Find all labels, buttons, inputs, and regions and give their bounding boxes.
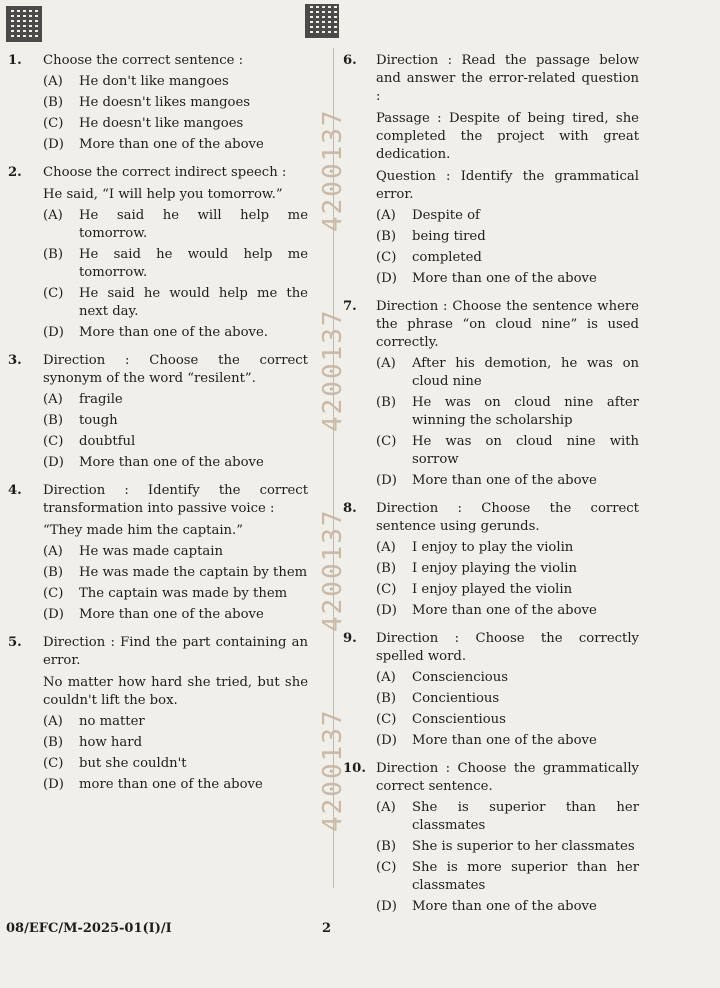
option-text: He don't like mangoes bbox=[79, 74, 229, 89]
question bbox=[343, 298, 639, 490]
option-label: (D) bbox=[376, 603, 397, 618]
paper-code: 08/EFC/M-2025-01(I)/I bbox=[6, 921, 172, 936]
option-text: Despite of bbox=[412, 208, 480, 223]
option-text: More than one of the above bbox=[412, 271, 597, 286]
question-passage: He said, “I will help you tomorrow.” bbox=[43, 187, 283, 202]
option-label: (A) bbox=[43, 392, 63, 407]
question-stem: Direction : Choose the sentence where the phrase “on cloud nine” is used correctly. bbox=[376, 299, 639, 350]
answer-option bbox=[376, 690, 639, 708]
question bbox=[8, 482, 308, 624]
option-text: He doesn't likes mangoes bbox=[79, 95, 251, 110]
option-text: After his demotion, he was on cloud nine bbox=[412, 356, 639, 389]
answer-option bbox=[43, 734, 308, 752]
answer-option bbox=[43, 136, 308, 154]
option-label: (C) bbox=[376, 860, 397, 875]
answer-option bbox=[376, 355, 639, 391]
option-text: More than one of the above bbox=[79, 137, 264, 152]
watermark: 4200137 bbox=[318, 108, 348, 232]
option-label: (D) bbox=[43, 455, 64, 470]
answer-option bbox=[43, 207, 308, 243]
qr-code-icon bbox=[6, 6, 42, 42]
option-label: (C) bbox=[376, 582, 397, 597]
option-label: (A) bbox=[43, 714, 63, 729]
question-number: 2. bbox=[8, 165, 22, 180]
answer-option bbox=[376, 898, 639, 916]
option-label: (D) bbox=[43, 777, 64, 792]
answer-option bbox=[376, 433, 639, 469]
answer-option bbox=[43, 73, 308, 91]
option-text: I enjoy played the violin bbox=[412, 582, 573, 597]
left-column bbox=[8, 52, 308, 804]
answer-option bbox=[43, 585, 308, 603]
question-body bbox=[376, 500, 639, 620]
option-label: (B) bbox=[43, 565, 63, 580]
answer-option bbox=[43, 606, 308, 624]
option-label: (D) bbox=[376, 473, 397, 488]
option-text: doubtful bbox=[79, 434, 136, 449]
option-text: He said he will help me tomorrow. bbox=[79, 208, 308, 241]
question-passage: “They made him the captain.” bbox=[43, 523, 243, 538]
option-text: He was made captain bbox=[79, 544, 223, 559]
option-label: (D) bbox=[376, 271, 397, 286]
option-text: how hard bbox=[79, 735, 143, 750]
question bbox=[343, 760, 639, 916]
option-text: More than one of the above bbox=[412, 733, 597, 748]
option-label: (C) bbox=[43, 286, 64, 301]
option-text: He said he would help me tomorrow. bbox=[79, 247, 308, 280]
answer-option bbox=[376, 539, 639, 557]
watermark: 4200137 bbox=[318, 308, 348, 432]
answer-option bbox=[43, 433, 308, 451]
question bbox=[343, 52, 639, 288]
option-text: He was on cloud nine with sorrow bbox=[412, 434, 639, 467]
option-text: More than one of the above bbox=[412, 603, 597, 618]
question-number: 10. bbox=[343, 761, 366, 776]
answer-option bbox=[376, 581, 639, 599]
option-label: (D) bbox=[43, 325, 64, 340]
option-label: (C) bbox=[376, 250, 397, 265]
question-passage: Passage : Despite of being tired, she completed the project with great dedication. bbox=[376, 111, 639, 162]
answer-option bbox=[376, 859, 639, 895]
option-label: (A) bbox=[376, 670, 396, 685]
question-stem: Direction : Choose the correct sentence using gerunds. bbox=[376, 501, 639, 534]
option-label: (A) bbox=[43, 74, 63, 89]
answer-option bbox=[43, 776, 308, 794]
question-stem: Direction : Choose the grammatically correct sentence. bbox=[376, 761, 639, 794]
question-number: 1. bbox=[8, 53, 22, 68]
answer-option bbox=[43, 324, 308, 342]
option-label: (D) bbox=[376, 733, 397, 748]
question-stem: Direction : Choose the correctly spelled word. bbox=[376, 631, 639, 664]
question-stem: Choose the correct indirect speech : bbox=[43, 165, 287, 180]
watermark: 4200137 bbox=[318, 508, 348, 632]
question-number: 7. bbox=[343, 299, 357, 314]
question bbox=[343, 500, 639, 620]
answer-option bbox=[43, 246, 308, 282]
option-label: (B) bbox=[376, 839, 396, 854]
question bbox=[8, 634, 308, 794]
answer-option bbox=[376, 270, 639, 288]
option-label: (A) bbox=[376, 800, 396, 815]
option-text: She is superior to her classmates bbox=[412, 839, 635, 854]
option-label: (A) bbox=[43, 544, 63, 559]
option-label: (C) bbox=[43, 756, 64, 771]
option-text: The captain was made by them bbox=[79, 586, 288, 601]
answer-option bbox=[43, 755, 308, 773]
option-text: More than one of the above. bbox=[79, 325, 269, 340]
option-label: (B) bbox=[43, 735, 63, 750]
option-text: She is superior than her classmates bbox=[412, 800, 639, 833]
question-passage: No matter how hard she tried, but she couldn't lift the box. bbox=[43, 675, 308, 708]
answer-option bbox=[43, 454, 308, 472]
answer-option bbox=[376, 711, 639, 729]
answer-option bbox=[376, 249, 639, 267]
answer-option bbox=[376, 602, 639, 620]
question-body bbox=[376, 760, 639, 916]
option-text: completed bbox=[412, 250, 482, 265]
option-text: She is more superior than her classmates bbox=[412, 860, 639, 893]
option-label: (D) bbox=[376, 899, 397, 914]
option-label: (B) bbox=[43, 95, 63, 110]
option-label: (C) bbox=[43, 434, 64, 449]
option-text: Consciencious bbox=[412, 670, 508, 685]
answer-option bbox=[376, 799, 639, 835]
answer-option bbox=[43, 391, 308, 409]
option-label: (D) bbox=[43, 137, 64, 152]
question-body bbox=[376, 298, 639, 490]
option-label: (C) bbox=[376, 712, 397, 727]
option-text: being tired bbox=[412, 229, 486, 244]
question-body bbox=[43, 482, 308, 624]
question-stem: Choose the correct sentence : bbox=[43, 53, 244, 68]
question-number: 4. bbox=[8, 483, 22, 498]
option-text: More than one of the above bbox=[412, 899, 597, 914]
option-text: but she couldn't bbox=[79, 756, 187, 771]
question-number: 3. bbox=[8, 353, 22, 368]
question-body bbox=[43, 164, 308, 342]
page-number: 2 bbox=[322, 921, 332, 936]
option-label: (C) bbox=[43, 116, 64, 131]
watermark: 4200137 bbox=[318, 708, 348, 832]
answer-option bbox=[43, 412, 308, 430]
option-label: (A) bbox=[43, 208, 63, 223]
answer-option bbox=[376, 207, 639, 225]
question-prompt: Question : Identify the grammatical error. bbox=[376, 169, 639, 202]
option-text: I enjoy playing the violin bbox=[412, 561, 578, 576]
question-stem: Direction : Choose the correct synonym of the word “resilent”. bbox=[43, 353, 308, 386]
answer-option bbox=[376, 394, 639, 430]
option-label: (A) bbox=[376, 540, 396, 555]
option-text: Conscientious bbox=[412, 712, 506, 727]
option-text: no matter bbox=[79, 714, 145, 729]
answer-option bbox=[43, 285, 308, 321]
option-text: more than one of the above bbox=[79, 777, 263, 792]
question-stem: Direction : Identify the correct transformation into passive voice : bbox=[43, 483, 308, 516]
answer-option bbox=[43, 543, 308, 561]
answer-option bbox=[376, 732, 639, 750]
option-text: He was made the captain by them bbox=[79, 565, 308, 580]
question-body bbox=[43, 52, 308, 154]
question bbox=[343, 630, 639, 750]
option-text: tough bbox=[79, 413, 118, 428]
option-label: (B) bbox=[43, 413, 63, 428]
question bbox=[8, 352, 308, 472]
question-stem: Direction : Find the part containing an error. bbox=[43, 635, 308, 668]
option-text: He doesn't like mangoes bbox=[79, 116, 244, 131]
option-label: (B) bbox=[43, 247, 63, 262]
option-label: (B) bbox=[376, 229, 396, 244]
option-text: More than one of the above bbox=[79, 455, 264, 470]
option-label: (C) bbox=[43, 586, 64, 601]
question-body bbox=[376, 52, 639, 288]
question-number: 8. bbox=[343, 501, 357, 516]
option-text: He said he would help me the next day. bbox=[79, 286, 308, 319]
question-number: 6. bbox=[343, 53, 357, 68]
answer-option bbox=[43, 94, 308, 112]
option-label: (A) bbox=[376, 356, 396, 371]
right-column bbox=[343, 52, 639, 926]
option-label: (B) bbox=[376, 691, 396, 706]
answer-option bbox=[376, 228, 639, 246]
question-stem: Direction : Read the passage below and answer the error-related question : bbox=[376, 53, 639, 104]
question-body bbox=[376, 630, 639, 750]
option-text: He was on cloud nine after winning the scholarship bbox=[412, 395, 639, 428]
option-text: More than one of the above bbox=[412, 473, 597, 488]
question-number: 9. bbox=[343, 631, 357, 646]
question-number: 5. bbox=[8, 635, 22, 650]
question bbox=[8, 164, 308, 342]
question-body bbox=[43, 352, 308, 472]
option-label: (A) bbox=[376, 208, 396, 223]
qr-code-icon bbox=[305, 4, 339, 38]
option-label: (B) bbox=[376, 395, 396, 410]
option-text: Concientious bbox=[412, 691, 500, 706]
option-label: (B) bbox=[376, 561, 396, 576]
option-text: I enjoy to play the violin bbox=[412, 540, 574, 555]
answer-option bbox=[376, 838, 639, 856]
answer-option bbox=[43, 115, 308, 133]
answer-option bbox=[43, 564, 308, 582]
answer-option bbox=[376, 669, 639, 687]
question bbox=[8, 52, 308, 154]
answer-option bbox=[43, 713, 308, 731]
option-text: More than one of the above bbox=[79, 607, 264, 622]
answer-option bbox=[376, 472, 639, 490]
answer-option bbox=[376, 560, 639, 578]
question-body bbox=[43, 634, 308, 794]
option-label: (D) bbox=[43, 607, 64, 622]
option-label: (C) bbox=[376, 434, 397, 449]
option-text: fragile bbox=[79, 392, 123, 407]
